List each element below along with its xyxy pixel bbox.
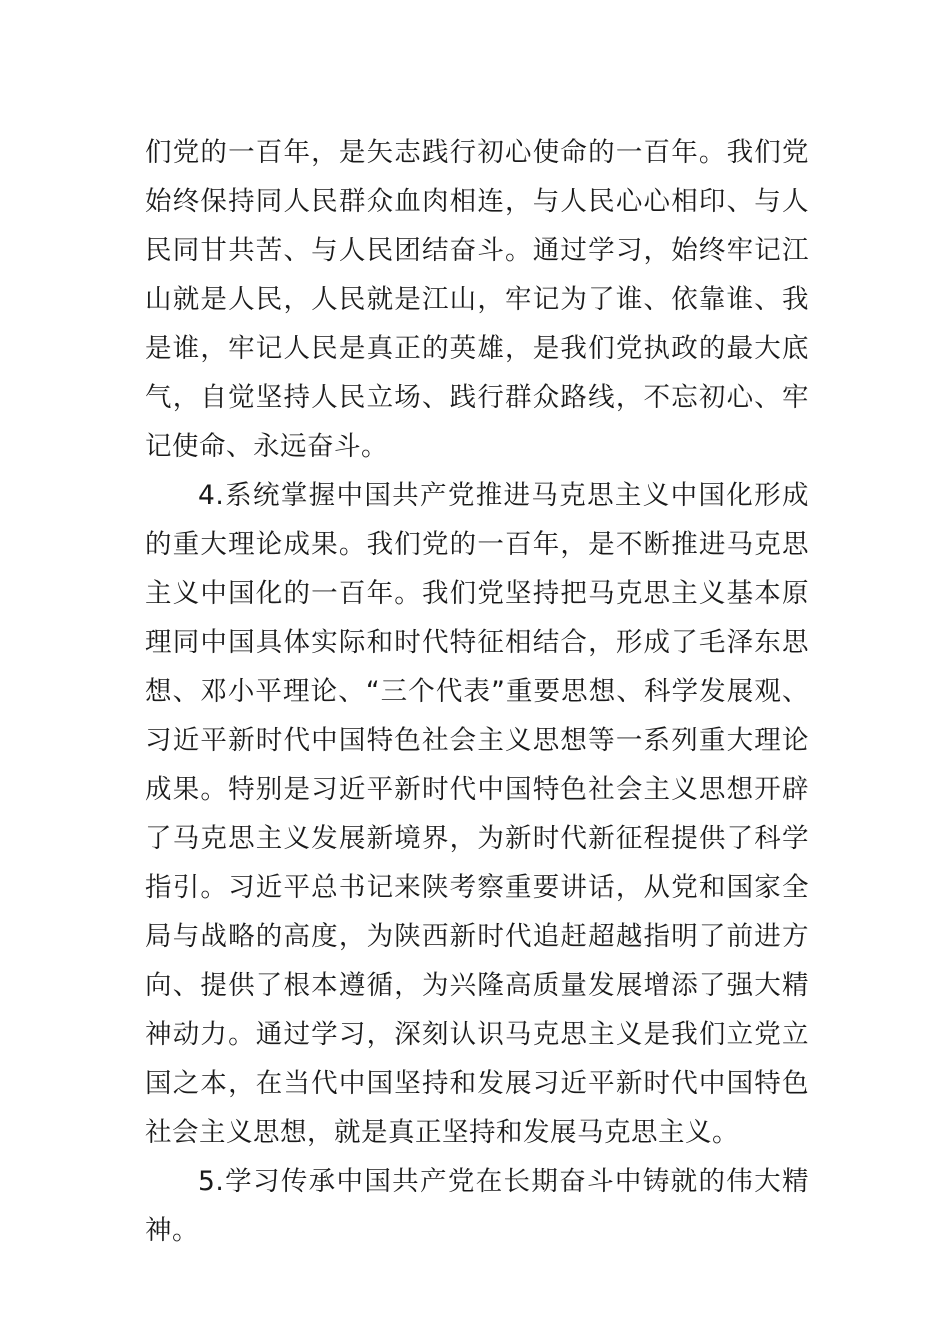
paragraph-item-4: 4.系统掌握中国共产党推进马克思主义中国化形成的重大理论成果。我们党的一百年，是不断推进马克思主义中国化的一百年。我们党坚持把马克思主义基本原理同中国具体实际和时代特征相结合，形成了毛泽东思想、邓小平理论、“三个代表”重要思想、科学发展观、习近平新时代中国特色社会主义思想等一系列重大理论成果。特别是习近平新时代中国特色社会主义思想开辟了马克思主义发展新境界，为新时代新征程提供了科学指引。习近平总书记来陕考察重要讲话，从党和国家全局与战略的高度，为陕西新时代追赶超越指明了前进方向、提供了根本遵循，为兴隆高质量发展增添了强大精神动力。通过学习，深刻认识马克思主义是我们立党立国之本，在当代中国坚持和发展习近平新时代中国特色社会主义思想，就是真正坚持和发展马克思主义。 (145, 480, 809, 1148)
document-body (145, 128, 809, 1255)
paragraph-continuation: 们党的一百年，是矢志践行初心使命的一百年。我们党始终保持同人民群众血肉相连，与人民心心相印、与人民同甘共苦、与人民团结奋斗。通过学习，始终牢记江山就是人民，人民就是江山，牢记为了谁、依靠谁、我是谁，牢记人民是真正的英雄，是我们党执政的最大底气，自觉坚持人民立场、践行群众路线，不忘初心、牢记使命、永远奋斗。 (145, 137, 809, 462)
paragraph-item-5: 5.学习传承中国共产党在长期奋斗中铸就的伟大精神。 (145, 1166, 809, 1246)
